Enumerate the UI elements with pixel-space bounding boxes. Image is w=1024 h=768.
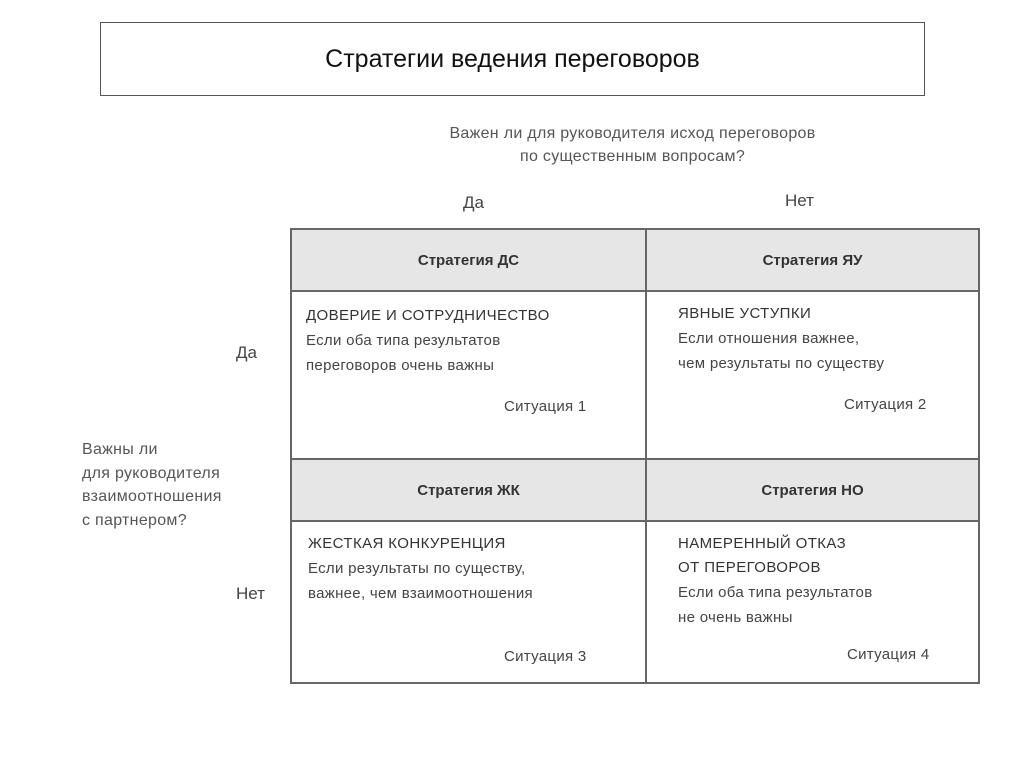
- quadrant-3-situation: Ситуация 3: [504, 648, 587, 665]
- quadrant-4-header: Стратегия НО: [647, 460, 978, 520]
- quadrant-3-description-line-2: важнее, чем взаимоотношения: [308, 585, 533, 602]
- quadrant-1-situation: Ситуация 1: [504, 398, 587, 415]
- quadrant-1-description-line-2: переговоров очень важны: [306, 357, 495, 374]
- row-label-yes: Да: [236, 343, 257, 362]
- quadrant-1-header: Стратегия ДС: [292, 230, 645, 290]
- column-label-yes: Да: [463, 193, 484, 212]
- slide-title: Стратегии ведения переговоров: [325, 44, 700, 73]
- quadrant-4-description-line-1: Если оба типа результатов: [678, 584, 873, 601]
- quadrant-2-description-line-1: Если отношения важнее,: [678, 330, 860, 347]
- quadrant-4-situation: Ситуация 4: [847, 646, 930, 663]
- matrix-divider-2: [292, 458, 978, 460]
- quadrant-3-header: Стратегия ЖК: [292, 460, 645, 520]
- column-question-line-2: по существенным вопросам?: [519, 148, 746, 165]
- row-question-line-4: с партнером?: [82, 511, 187, 529]
- quadrant-1-name: ДОВЕРИЕ И СОТРУДНИЧЕСТВО: [306, 307, 550, 324]
- matrix-divider-1: [292, 290, 978, 292]
- quadrant-2-name: ЯВНЫЕ УСТУПКИ: [678, 305, 812, 322]
- quadrant-3-description-line-1: Если результаты по существу,: [308, 560, 526, 577]
- quadrant-4-name-line-1: НАМЕРЕННЫЙ ОТКАЗ: [678, 535, 847, 552]
- quadrant-1-description-line-1: Если оба типа результатов: [306, 332, 501, 349]
- quadrant-2-situation: Ситуация 2: [844, 396, 927, 413]
- quadrant-4-body: [678, 532, 872, 630]
- row-question-line-3: взаимоотношения: [82, 488, 222, 505]
- quadrant-2-description-line-2: чем результаты по существу: [678, 355, 885, 372]
- matrix-vertical-divider: [645, 230, 647, 682]
- column-question: [380, 122, 885, 168]
- slide-title-box: [100, 22, 925, 96]
- row-label-no: Нет: [236, 584, 265, 603]
- row-question: [82, 438, 282, 532]
- matrix-divider-3: [292, 520, 978, 522]
- quadrant-1-body: [306, 304, 550, 378]
- quadrant-4-description-line-2: не очень важны: [678, 609, 793, 626]
- quadrant-4-name-line-2: ОТ ПЕРЕГОВОРОВ: [678, 559, 821, 576]
- quadrant-3-name: ЖЕСТКАЯ КОНКУРЕНЦИЯ: [308, 535, 506, 552]
- quadrant-2-body: [678, 302, 884, 376]
- column-question-line-1: Важен ли для руководителя исход переговоров: [449, 125, 816, 142]
- quadrant-2-header: Стратегия ЯУ: [647, 230, 978, 290]
- quadrant-3-body: [308, 532, 533, 606]
- strategy-matrix: [290, 228, 980, 684]
- row-question-line-2: для руководителя: [82, 464, 221, 482]
- row-question-line-1: Важны ли: [82, 441, 158, 458]
- column-label-no: Нет: [785, 191, 814, 210]
